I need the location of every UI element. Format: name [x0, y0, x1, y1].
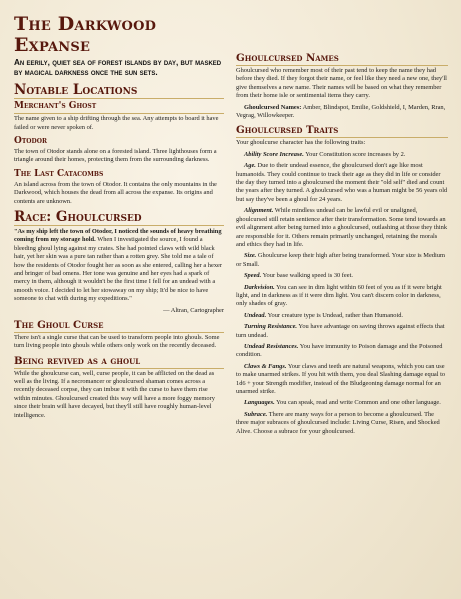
quote-block — [14, 228, 224, 304]
names-list — [236, 104, 448, 121]
quote-text: When I investigated the source, I found a bleeding ghoul lying against my crates. She had pointed claws with wild black hair, yet her skin was a pure tan rather than a rotten grey. She told me a tale of how the residents of Otodor fought her as soon as she entered, calling her a hexer and bringer of bad omens. Her tone was genuine and her eyes had a spark of mercy in them, although it wouldn't be the first time I fell for an undead with a smooth voice. I decided to let her stowaway on my ship; It'd be nice to have someone to chat with during my expeditions." — [14, 236, 222, 303]
trait-label: Turning Resistance. — [244, 323, 298, 331]
trait-label: Darkvision. — [244, 283, 275, 291]
trait-item — [236, 207, 448, 249]
merchants-ghost-text: The name given to a ship drifting through the sea. Any attempts to board it have failed or were never spoken of. — [14, 115, 219, 131]
quote-attribution: — Altran, Cartographer — [163, 306, 224, 314]
trait-label: Alignment. — [244, 207, 274, 215]
race-heading: Race: Ghoulcursed — [14, 209, 142, 226]
trait-item — [236, 252, 448, 269]
trait-item — [236, 343, 448, 360]
heading-rule — [14, 98, 224, 99]
names-label: Ghoulcursed Names: — [244, 103, 302, 111]
trait-label: Size. — [244, 252, 257, 260]
trait-item — [236, 272, 448, 280]
trait-label: Languages. — [244, 399, 275, 407]
trait-label: Undead Resistances. — [244, 342, 299, 350]
last-catacombs-heading: The Last Catacombs — [14, 168, 104, 179]
trait-text: Your base walking speed is 30 feet. — [261, 272, 353, 280]
ghoul-curse-heading: The Ghoul Curse — [14, 319, 224, 333]
trait-item — [236, 399, 448, 407]
otodor-heading: Otodor — [14, 136, 47, 146]
traits-heading: Ghoulcursed Traits — [236, 124, 448, 138]
page-subtitle: An eerily, quiet sea of forest islands by day, but masked by magical darkness once the sun sets. — [14, 58, 222, 77]
heading-rule — [14, 225, 224, 226]
trait-text: There are many ways for a person to become a ghoulcursed. The three major subraces of ghoulcursed include: Living Curse, Risen, and Shocked Alive. Choose a subrace for your ghoulcursed. — [236, 410, 440, 435]
trait-item — [236, 284, 448, 309]
trait-text: Due to their undead essence, the ghoulcursed don't age like most humanoids. They could continue to track their age as they did in life or consider the day they turned into a ghoulcursed the moment their "old self" died and count the years after they turned. A ghoulcursed who was a human might be 56 years old but say they've been a ghoul for 24 years. — [236, 162, 448, 203]
otodor-text: The town of Otodor stands alone on a forested island. Three lighthouses form a triangle around their homes, protecting them from the surrounding darkness. — [14, 148, 217, 164]
trait-label: Ability Score Increase. — [244, 150, 304, 158]
trait-text: You can see in dim light within 60 feet of you as if it were bright light, and in darkness as if it were dim light. You can't discern color in darkness, only shades of gray. — [236, 283, 442, 308]
trait-item — [236, 162, 448, 204]
names-values: Amber, Blindspot, Emilie, Goldshield, I, Marden, Rran, Vegrag, Willowkeeper. — [236, 103, 446, 120]
trait-text: Ghoulcurse keep their high after being transformed. Your size is Medium or Small. — [236, 252, 445, 268]
traits-intro: Your ghoulcurse character has the following traits: — [236, 139, 366, 147]
right-column — [236, 14, 448, 439]
trait-item — [236, 312, 448, 320]
last-catacombs-text: An island across from the town of Otodor. It contains the only mountains in the Darkwood, which houses the dead from all across the expanse. Its origins and contents are unknown. — [14, 180, 217, 205]
revived-heading: Being revived as a ghoul — [14, 355, 224, 369]
trait-text: You have advantage on saving throws against effects that turn undead. — [236, 323, 445, 339]
trait-text: While mindless undead can be lawful evil or unaligned, ghoulcursed still retain sentience after their transformation. Some tend towards an evil alignment after being turned into a ghoulcursed, outlashing at those they think are responsible for it. Others remain primarily unchanged, retaining the morals and ethics they had in life. — [236, 207, 448, 248]
trait-label: Claws & Fangs. — [244, 362, 287, 370]
traits-list — [236, 151, 448, 436]
notable-locations-heading: Notable Locations — [14, 82, 138, 99]
trait-item — [236, 411, 448, 436]
revived-text: While the ghoulcurse can, well, curse people, it can be afflicted on the dead as well as the living. If a necromancer or ghoulcursed shaman comes across a recently deceased corpse, they can imbue it with the curse to have them rise within minutes. Ghoulcursed created this way will have a more foggy memory since their brain will have decayed, but they'll still have roughly human-level intelligence. — [14, 369, 215, 419]
quote-bold: "As my ship left the town of Otodor, I noticed the sounds of heavy breathing coming from my storage hold. — [14, 228, 222, 244]
trait-label: Speed. — [244, 272, 262, 280]
trait-item — [236, 323, 448, 340]
trait-item — [236, 363, 448, 397]
names-text: Ghoulcursed who remember most of their past tend to keep the name they had before they died. If they forgot their name, or feel like they need a new one, they'll give themselves a new name. Their names will be based on what they remember from their home isle or sentimental items they carry. — [236, 67, 447, 100]
trait-label: Subrace. — [244, 410, 268, 418]
trait-text: Your creature type is Undead, rather than Humanoid. — [266, 311, 404, 319]
trait-item — [236, 151, 448, 159]
names-heading: Ghoulcursed Names — [236, 52, 448, 66]
trait-text: Your Constitution score increases by 2. — [303, 150, 406, 158]
left-column — [14, 14, 224, 423]
ghoul-curse-text: There isn't a single curse that can be used to transform people into ghouls. Some turn living people into ghouls while others only work on the recently deceased. — [14, 333, 220, 350]
trait-text: Your claws and teeth are natural weapons, which you can use to make unarmed strikes. If you hit with them, you deal Slashing damage equal to 1d6 + your Strength modifier, instead of the Bludgeoning damage normal for an unarmed strike. — [236, 362, 446, 395]
trait-label: Undead. — [244, 311, 267, 319]
page-title: The Darkwood Expanse — [14, 13, 157, 56]
trait-text: You can speak, read and write Common and one other language. — [274, 399, 441, 407]
trait-label: Age. — [244, 162, 256, 170]
merchants-ghost-heading: Merchant's Ghost — [14, 101, 224, 114]
trait-text: You have immunity to Poison damage and the Poisoned condition. — [236, 342, 443, 359]
